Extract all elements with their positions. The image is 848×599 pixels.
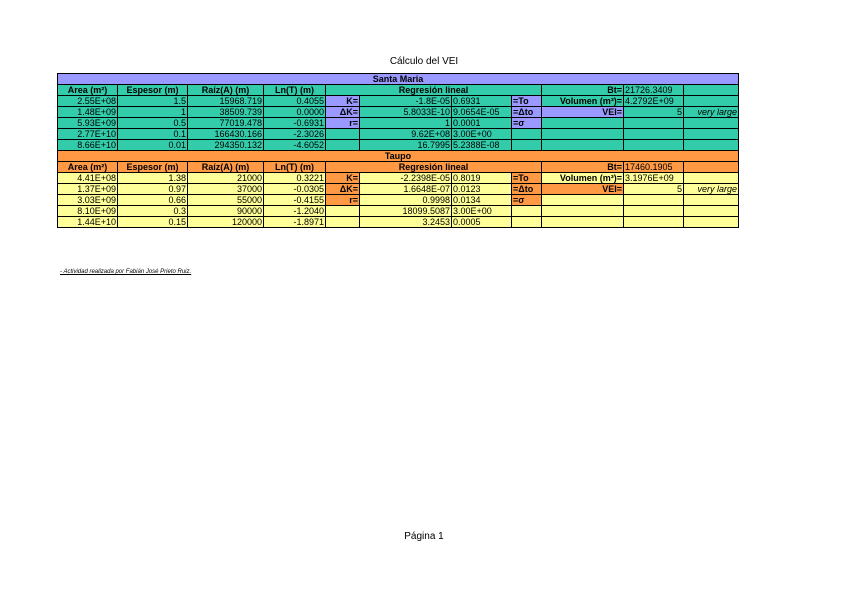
vei-spreadsheet	[57, 73, 739, 228]
regression-error: 0.0134	[452, 195, 512, 206]
empty-cell	[684, 162, 739, 173]
result-value	[624, 206, 684, 217]
regression-tag: =Δto	[512, 107, 542, 118]
column-header: Area (m²)	[58, 85, 118, 96]
area-cell: 8.66E+10	[58, 140, 118, 151]
area-cell: 1.48E+09	[58, 107, 118, 118]
result-note: very large	[684, 184, 739, 195]
regression-tag	[512, 206, 542, 217]
result-label: VEI=	[542, 184, 624, 195]
regression-error: 5.2388E-08	[452, 140, 512, 151]
result-value	[624, 217, 684, 228]
result-value	[624, 140, 684, 151]
ln-cell: -0.6931	[264, 118, 326, 129]
regression-value: 9.62E+08	[360, 129, 452, 140]
raiz-cell: 55000	[188, 195, 264, 206]
result-label: VEI=	[542, 107, 624, 118]
bt-value: 21726.3409	[624, 85, 684, 96]
ln-cell: -1.2040	[264, 206, 326, 217]
header-row	[58, 162, 739, 173]
section-title: Taupo	[58, 151, 739, 162]
regression-symbol: ΔK=	[326, 184, 360, 195]
regression-tag: =σ	[512, 195, 542, 206]
regression-value: -1.8E-05	[360, 96, 452, 107]
ln-cell: -2.3026	[264, 129, 326, 140]
espesor-cell: 1.5	[118, 96, 188, 107]
area-cell: 2.55E+08	[58, 96, 118, 107]
ln-cell: -0.0305	[264, 184, 326, 195]
raiz-cell: 166430.166	[188, 129, 264, 140]
regression-error: 3.00E+00	[452, 129, 512, 140]
table-row	[58, 217, 739, 228]
ln-cell: 0.4055	[264, 96, 326, 107]
regression-value: 1.6648E-07	[360, 184, 452, 195]
result-value	[624, 118, 684, 129]
result-label	[542, 129, 624, 140]
result-value: 4.2792E+09	[624, 96, 684, 107]
table-row	[58, 206, 739, 217]
raiz-cell: 37000	[188, 184, 264, 195]
regression-symbol	[326, 217, 360, 228]
regression-value: 5.8033E-10	[360, 107, 452, 118]
regression-value: 1	[360, 118, 452, 129]
regression-error: 0.0001	[452, 118, 512, 129]
regression-symbol	[326, 140, 360, 151]
raiz-cell: 15968.719	[188, 96, 264, 107]
table-row	[58, 96, 739, 107]
area-cell: 1.37E+09	[58, 184, 118, 195]
area-cell: 5.93E+09	[58, 118, 118, 129]
espesor-cell: 0.97	[118, 184, 188, 195]
regression-tag	[512, 140, 542, 151]
regression-symbol: K=	[326, 173, 360, 184]
regression-symbol: ΔK=	[326, 107, 360, 118]
regression-tag	[512, 129, 542, 140]
regression-tag: =To	[512, 173, 542, 184]
regression-value: -2.2398E-05	[360, 173, 452, 184]
result-value: 5	[624, 107, 684, 118]
espesor-cell: 0.3	[118, 206, 188, 217]
regression-error: 0.0005	[452, 217, 512, 228]
regression-error: 3.00E+00	[452, 206, 512, 217]
raiz-cell: 120000	[188, 217, 264, 228]
espesor-cell: 0.5	[118, 118, 188, 129]
ln-cell: 0.0000	[264, 107, 326, 118]
area-cell: 2.77E+10	[58, 129, 118, 140]
bt-label: Bt=	[542, 162, 624, 173]
header-row	[58, 85, 739, 96]
page-footer: Página 1	[404, 531, 444, 542]
espesor-cell: 1.38	[118, 173, 188, 184]
author-credit: - Actividad realizada por Fabián José Prieto Ruiz.	[60, 269, 192, 275]
regression-error: 9.0654E-05	[452, 107, 512, 118]
column-header: Espesor (m)	[118, 85, 188, 96]
section-title-row	[58, 74, 739, 85]
result-value	[624, 195, 684, 206]
table-row	[58, 140, 739, 151]
result-note	[684, 217, 739, 228]
column-header: Area (m²)	[58, 162, 118, 173]
result-note	[684, 173, 739, 184]
result-note	[684, 96, 739, 107]
regression-symbol: K=	[326, 96, 360, 107]
regression-symbol	[326, 206, 360, 217]
result-label	[542, 206, 624, 217]
regression-error: 0.6931	[452, 96, 512, 107]
ln-cell: -0.4155	[264, 195, 326, 206]
section-title-row	[58, 151, 739, 162]
regression-value: 3.2453	[360, 217, 452, 228]
ln-cell: -1.8971	[264, 217, 326, 228]
table-row	[58, 118, 739, 129]
column-header: Raíz(A) (m)	[188, 85, 264, 96]
bt-value: 17460.1905	[624, 162, 684, 173]
regression-tag: =To	[512, 96, 542, 107]
regression-value: 16.7995	[360, 140, 452, 151]
regression-symbol: r=	[326, 195, 360, 206]
table-row	[58, 195, 739, 206]
result-value: 5	[624, 184, 684, 195]
regression-tag: =Δto	[512, 184, 542, 195]
result-label	[542, 217, 624, 228]
result-value	[624, 129, 684, 140]
column-header: Raíz(A) (m)	[188, 162, 264, 173]
result-label: Volumen (m³)=	[542, 173, 624, 184]
ln-cell: -4.6052	[264, 140, 326, 151]
empty-cell	[684, 85, 739, 96]
area-cell: 8.10E+09	[58, 206, 118, 217]
table-row	[58, 173, 739, 184]
area-cell: 3.03E+09	[58, 195, 118, 206]
regression-header: Regresión lineal	[326, 85, 542, 96]
result-note	[684, 140, 739, 151]
column-header: Ln(T) (m)	[264, 85, 326, 96]
regression-error: 0.8019	[452, 173, 512, 184]
result-label	[542, 195, 624, 206]
regression-error: 0.0123	[452, 184, 512, 195]
column-header: Espesor (m)	[118, 162, 188, 173]
result-value: 3.1976E+09	[624, 173, 684, 184]
espesor-cell: 1	[118, 107, 188, 118]
result-label	[542, 140, 624, 151]
result-label: Volumen (m³)=	[542, 96, 624, 107]
result-note: very large	[684, 107, 739, 118]
area-cell: 1.44E+10	[58, 217, 118, 228]
result-label	[542, 118, 624, 129]
raiz-cell: 77019.478	[188, 118, 264, 129]
result-note	[684, 206, 739, 217]
ln-cell: 0.3221	[264, 173, 326, 184]
table-row	[58, 129, 739, 140]
table-row	[58, 184, 739, 195]
area-cell: 4.41E+08	[58, 173, 118, 184]
regression-header: Regresión lineal	[326, 162, 542, 173]
regression-value: 18099.5087	[360, 206, 452, 217]
espesor-cell: 0.1	[118, 129, 188, 140]
bt-label: Bt=	[542, 85, 624, 96]
raiz-cell: 21000	[188, 173, 264, 184]
result-note	[684, 129, 739, 140]
regression-value: 0.9998	[360, 195, 452, 206]
raiz-cell: 294350.132	[188, 140, 264, 151]
table-row	[58, 107, 739, 118]
column-header: Ln(T) (m)	[264, 162, 326, 173]
section-title: Santa Maria	[58, 74, 739, 85]
espesor-cell: 0.15	[118, 217, 188, 228]
espesor-cell: 0.66	[118, 195, 188, 206]
regression-tag	[512, 217, 542, 228]
page-title: Cálculo del VEI	[389, 56, 459, 67]
raiz-cell: 38509.739	[188, 107, 264, 118]
regression-symbol: r=	[326, 118, 360, 129]
regression-tag: =σ	[512, 118, 542, 129]
espesor-cell: 0.01	[118, 140, 188, 151]
result-note	[684, 118, 739, 129]
result-note	[684, 195, 739, 206]
raiz-cell: 90000	[188, 206, 264, 217]
regression-symbol	[326, 129, 360, 140]
